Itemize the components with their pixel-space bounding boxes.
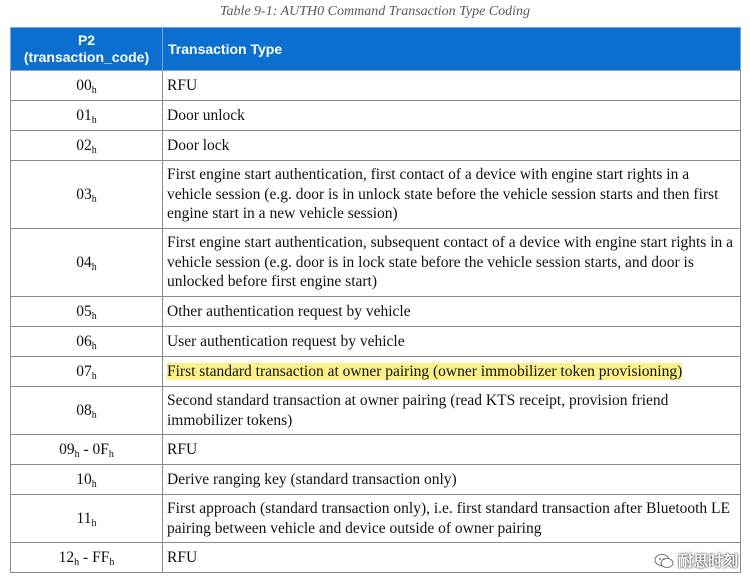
code-value: 02 — [76, 136, 92, 154]
code-value: 00 — [76, 76, 92, 94]
hex-suffix: h — [91, 340, 97, 352]
code-value: 01 — [76, 106, 92, 124]
transaction-code-cell — [11, 327, 163, 357]
hex-suffix: h — [74, 556, 80, 568]
table-row — [11, 297, 741, 327]
table-body — [11, 71, 741, 573]
table-row — [11, 229, 741, 297]
hex-suffix: h — [91, 84, 97, 96]
transaction-type-cell — [163, 495, 741, 543]
transaction-code-cell — [11, 543, 163, 573]
code-value: 09 — [59, 440, 75, 458]
hex-suffix: h — [74, 448, 80, 460]
transaction-type-cell — [163, 101, 741, 131]
transaction-code-cell — [11, 435, 163, 465]
transaction-description: First engine start authentication, subsequent contact of a device with engine start rights in a vehicle session (e.g. door is in lock state before the vehicle session starts, and door is unlocked before first engine start) — [167, 234, 734, 291]
transaction-description: Other authentication request by vehicle — [167, 302, 411, 320]
code-value: 0F — [92, 440, 109, 458]
hex-suffix: h — [91, 409, 97, 421]
transaction-description: Door unlock — [167, 106, 245, 124]
hex-suffix: h — [91, 517, 97, 529]
code-value: 10 — [76, 470, 92, 488]
range-separator: - — [79, 548, 93, 566]
transaction-description: User authentication request by vehicle — [167, 332, 405, 350]
code-value: 11 — [76, 509, 92, 527]
table-row — [11, 495, 741, 543]
code-value: 07 — [76, 362, 92, 380]
transaction-code-cell — [11, 297, 163, 327]
watermark-text: 耐思时刻 — [677, 552, 738, 570]
transaction-description: First approach (standard transaction only), i.e. first standard transaction after Bluetooth LE pairing between vehicle and device outside of owner pairing — [167, 500, 730, 537]
code-value: FF — [92, 548, 110, 566]
table-header-row — [11, 28, 741, 71]
transaction-code-cell — [11, 101, 163, 131]
hex-suffix: h — [109, 556, 115, 568]
transaction-type-cell — [163, 465, 741, 495]
transaction-code-cell — [11, 131, 163, 161]
hex-suffix: h — [91, 370, 97, 382]
table-row — [11, 435, 741, 465]
transaction-description: RFU — [167, 440, 198, 458]
transaction-type-cell — [163, 435, 741, 465]
table-caption: Table 9-1: AUTH0 Command Transaction Type Coding — [219, 4, 531, 19]
table-row — [11, 131, 741, 161]
hex-suffix: h — [91, 144, 97, 156]
hex-suffix: h — [91, 261, 97, 273]
header-transaction-type: Transaction Type — [163, 28, 741, 71]
transaction-type-cell — [163, 357, 741, 387]
hex-suffix: h — [91, 478, 97, 490]
header-p2-line2: (transaction_code) — [23, 49, 150, 65]
transaction-code-cell — [11, 229, 163, 297]
hex-suffix: h — [91, 114, 97, 126]
wechat-icon — [654, 553, 674, 569]
code-value: 08 — [76, 401, 92, 419]
transaction-code-cell — [11, 161, 163, 229]
table-row — [11, 101, 741, 131]
table-row — [11, 387, 741, 435]
header-p2 — [11, 28, 163, 71]
code-value: 12 — [58, 548, 75, 566]
transaction-type-cell — [163, 161, 741, 229]
transaction-type-cell — [163, 229, 741, 297]
transaction-description: Door lock — [167, 136, 230, 154]
hex-suffix: h — [91, 310, 97, 322]
code-value: 03 — [76, 185, 92, 203]
transaction-description: RFU — [167, 76, 198, 94]
transaction-type-cell — [163, 131, 741, 161]
transaction-code-cell — [11, 495, 163, 543]
transaction-type-cell — [163, 327, 741, 357]
hex-suffix: h — [91, 193, 97, 205]
transaction-code-cell — [11, 465, 163, 495]
code-value: 06 — [76, 332, 92, 350]
transaction-description: First standard transaction at owner pairing (owner immobilizer token provisioning) — [167, 362, 683, 380]
code-value: 05 — [76, 302, 92, 320]
transaction-description: Second standard transaction at owner pairing (read KTS receipt, provision friend immobilizer tokens) — [167, 392, 669, 429]
transaction-type-table — [10, 27, 741, 573]
transaction-code-cell — [11, 387, 163, 435]
table-row — [11, 71, 741, 101]
table-row — [11, 161, 741, 229]
hex-suffix: h — [108, 448, 114, 460]
table-row — [11, 357, 741, 387]
range-separator: - — [79, 440, 93, 458]
table-row — [11, 327, 741, 357]
code-value: 04 — [76, 253, 92, 271]
transaction-type-cell — [163, 387, 741, 435]
table-row — [11, 543, 741, 573]
table-row — [11, 465, 741, 495]
transaction-type-cell — [163, 297, 741, 327]
transaction-code-cell — [11, 357, 163, 387]
transaction-description: First engine start authentication, first contact of a device with engine start rights in a vehicle session (e.g. door is in unlock state before the vehicle session starts and then first engine start in a new vehicle session) — [167, 166, 719, 223]
transaction-code-cell — [11, 71, 163, 101]
transaction-type-cell — [163, 71, 741, 101]
transaction-description: RFU — [167, 548, 198, 566]
watermark — [654, 550, 738, 571]
transaction-description: Derive ranging key (standard transaction only) — [167, 470, 457, 488]
header-p2-line1: P2 — [77, 32, 96, 48]
